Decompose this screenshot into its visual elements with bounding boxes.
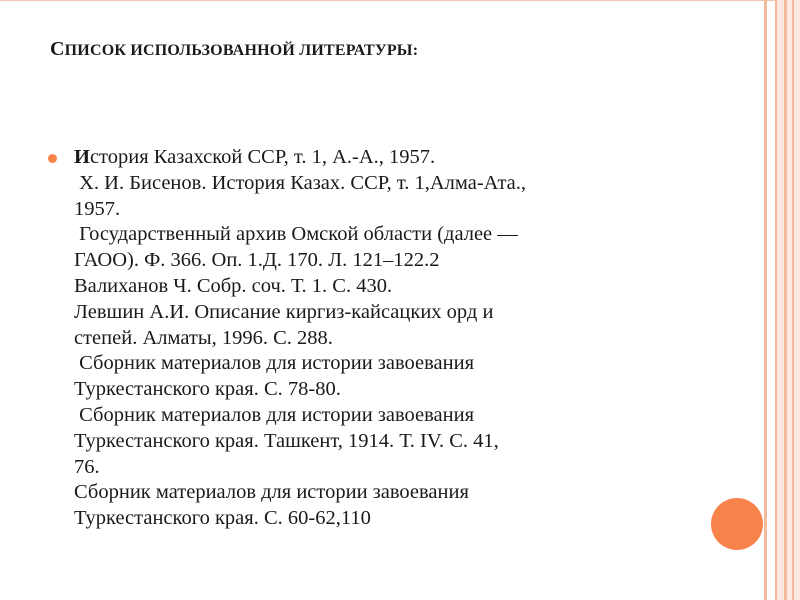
reference-line-text: стория Казахской ССР, т. 1, А.-А., 1957. [89, 146, 436, 168]
reference-line: 76. [74, 455, 100, 478]
decorative-stripe [792, 0, 794, 600]
references-list [74, 145, 694, 532]
reference-first-letter: И [74, 146, 90, 168]
reference-line: Левшин А.И. Описание киргиз-кайсацких орд и [74, 300, 494, 323]
title-first-letter: С [50, 38, 65, 60]
slide-title [50, 38, 650, 61]
reference-line: Сборник материалов для истории завоевания [74, 352, 475, 375]
reference-line: Туркестанского края. С. 78-80. [74, 378, 341, 401]
decorative-stripe [784, 0, 787, 600]
decorative-stripe [764, 0, 767, 600]
reference-line: Туркестанского края. С. 60-62,110 [74, 507, 371, 530]
title-text: ПИСОК ИСПОЛЬЗОВАННОЙ ЛИТЕРАТУРЫ: [64, 42, 419, 59]
right-decorative-band [776, 0, 800, 600]
reference-line: Х. И. Бисенов. История Казах. ССР, т. 1,Алма-Ата., [74, 171, 527, 194]
reference-line: Валиханов Ч. Собр. соч. Т. 1. С. 430. [74, 274, 393, 297]
bullet-dot-icon [48, 154, 57, 163]
reference-line: Государственный архив Омской области (далее — [74, 223, 518, 246]
reference-line [74, 145, 694, 171]
reference-line: степей. Алматы, 1996. С. 288. [74, 326, 333, 349]
decorative-stripe [775, 0, 777, 600]
top-border-line [0, 0, 800, 1]
reference-line: ГАОО). Ф. 366. Оп. 1.Д. 170. Л. 121–122.2 [74, 249, 440, 272]
reference-line: Сборник материалов для истории завоевания [74, 403, 475, 426]
decorative-circle [711, 498, 763, 550]
reference-line: Туркестанского края. Ташкент, 1914. Т. IV. С. 41, [74, 429, 499, 452]
reference-line: 1957. [74, 197, 121, 220]
reference-line: Сборник материалов для истории завоевания [74, 481, 469, 504]
